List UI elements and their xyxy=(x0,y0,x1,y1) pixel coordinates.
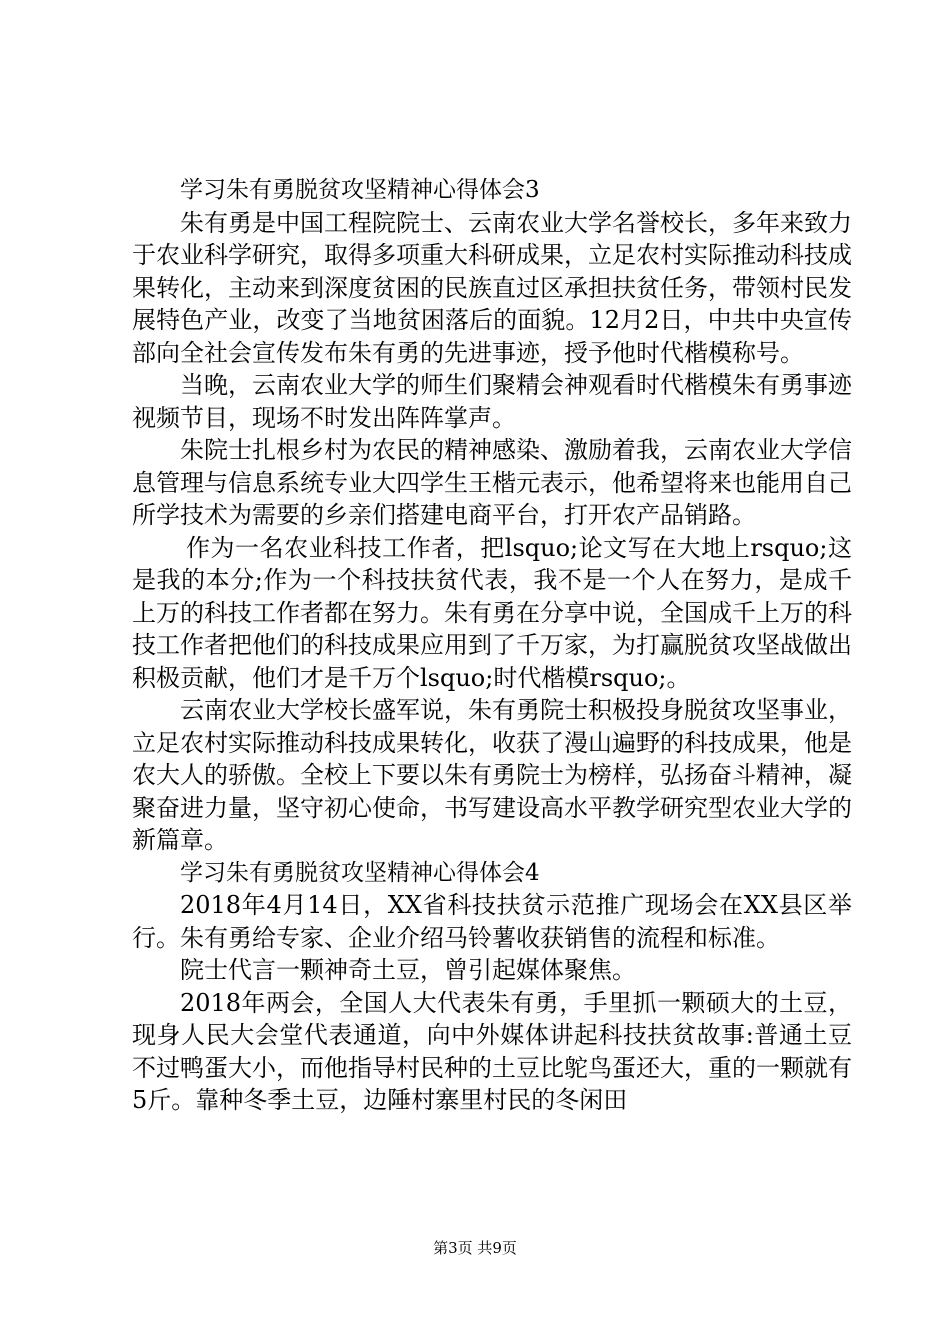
section-title: 学习朱有勇脱贫攻坚精神心得体会3 xyxy=(180,177,540,203)
document-body xyxy=(132,174,852,1117)
paragraph: 朱院士扎根乡村为农民的精神感染、激励着我，云南农业大学信息管理与信息系统专业大四学生王楷元表示，他希望将来也能用自己所学技术为需要的乡亲们搭建电商平台，打开农产品销路。 xyxy=(132,436,852,529)
paragraph: 2018年两会，全国人大代表朱有勇，手里抓一颗硕大的土豆，现身人民大会堂代表通道，向中外媒体讲起科技扶贫故事:普通土豆不过鸭蛋大小，而他指导村民种的土豆比鸵鸟蛋还大，重的一颗就有5斤。靠种冬季土豆，边陲村寨里村民的冬闲田 xyxy=(132,988,852,1114)
paragraph: 院士代言一颗神奇土豆，曾引起媒体聚焦。 xyxy=(180,956,636,984)
paragraph: 朱有勇是中国工程院院士、云南农业大学名誉校长，多年来致力于农业科学研究，取得多项重大科研成果，立足农村实际推动科技成果转化，主动来到深度贫困的民族直过区承担扶贫任务，带领村民发展特色产业，改变了当地贫困落后的面貌。12月2日，中共中央宣传部向全社会宣传发布朱有勇的先进事迹，授予他时代楷模称号。 xyxy=(132,208,852,367)
paragraph: 云南农业大学校长盛军说，朱有勇院士积极投身脱贫攻坚事业，立足农村实际推动科技成果转化，收获了漫山遍野的科技成果，他是农大人的骄傲。全校上下要以朱有勇院士为榜样，弘扬奋斗精神，凝聚奋进力量，坚守初心使命，书写建设高水平教学研究型农业大学的新篇章。 xyxy=(132,696,852,854)
page-number: 第3页 共9页 xyxy=(433,1239,517,1257)
paragraph: 2018年4月14日，XX省科技扶贫示范推广现场会在XX县区举行。朱有勇给专家、企业介绍马铃薯收获销售的流程和标准。 xyxy=(132,891,852,952)
paragraph: 作为一名农业科技工作者，把lsquo;论文写在大地上rsquo;这是我的本分;作为一个科技扶贫代表，我不是一个人在努力，是成千上万的科技工作者都在努力。朱有勇在分享中说，全国成千上万的科技工作者把他们的科技成果应用到了千万家，为打赢脱贫攻坚战做出积极贡献，他们才是千万个lsquo;时代楷模rsquo;。 xyxy=(132,533,852,692)
section-title: 学习朱有勇脱贫攻坚精神心得体会4 xyxy=(180,859,540,886)
paragraph: 当晚，云南农业大学的师生们聚精会神观看时代楷模朱有勇事迹视频节目，现场不时发出阵阵掌声。 xyxy=(132,371,852,432)
